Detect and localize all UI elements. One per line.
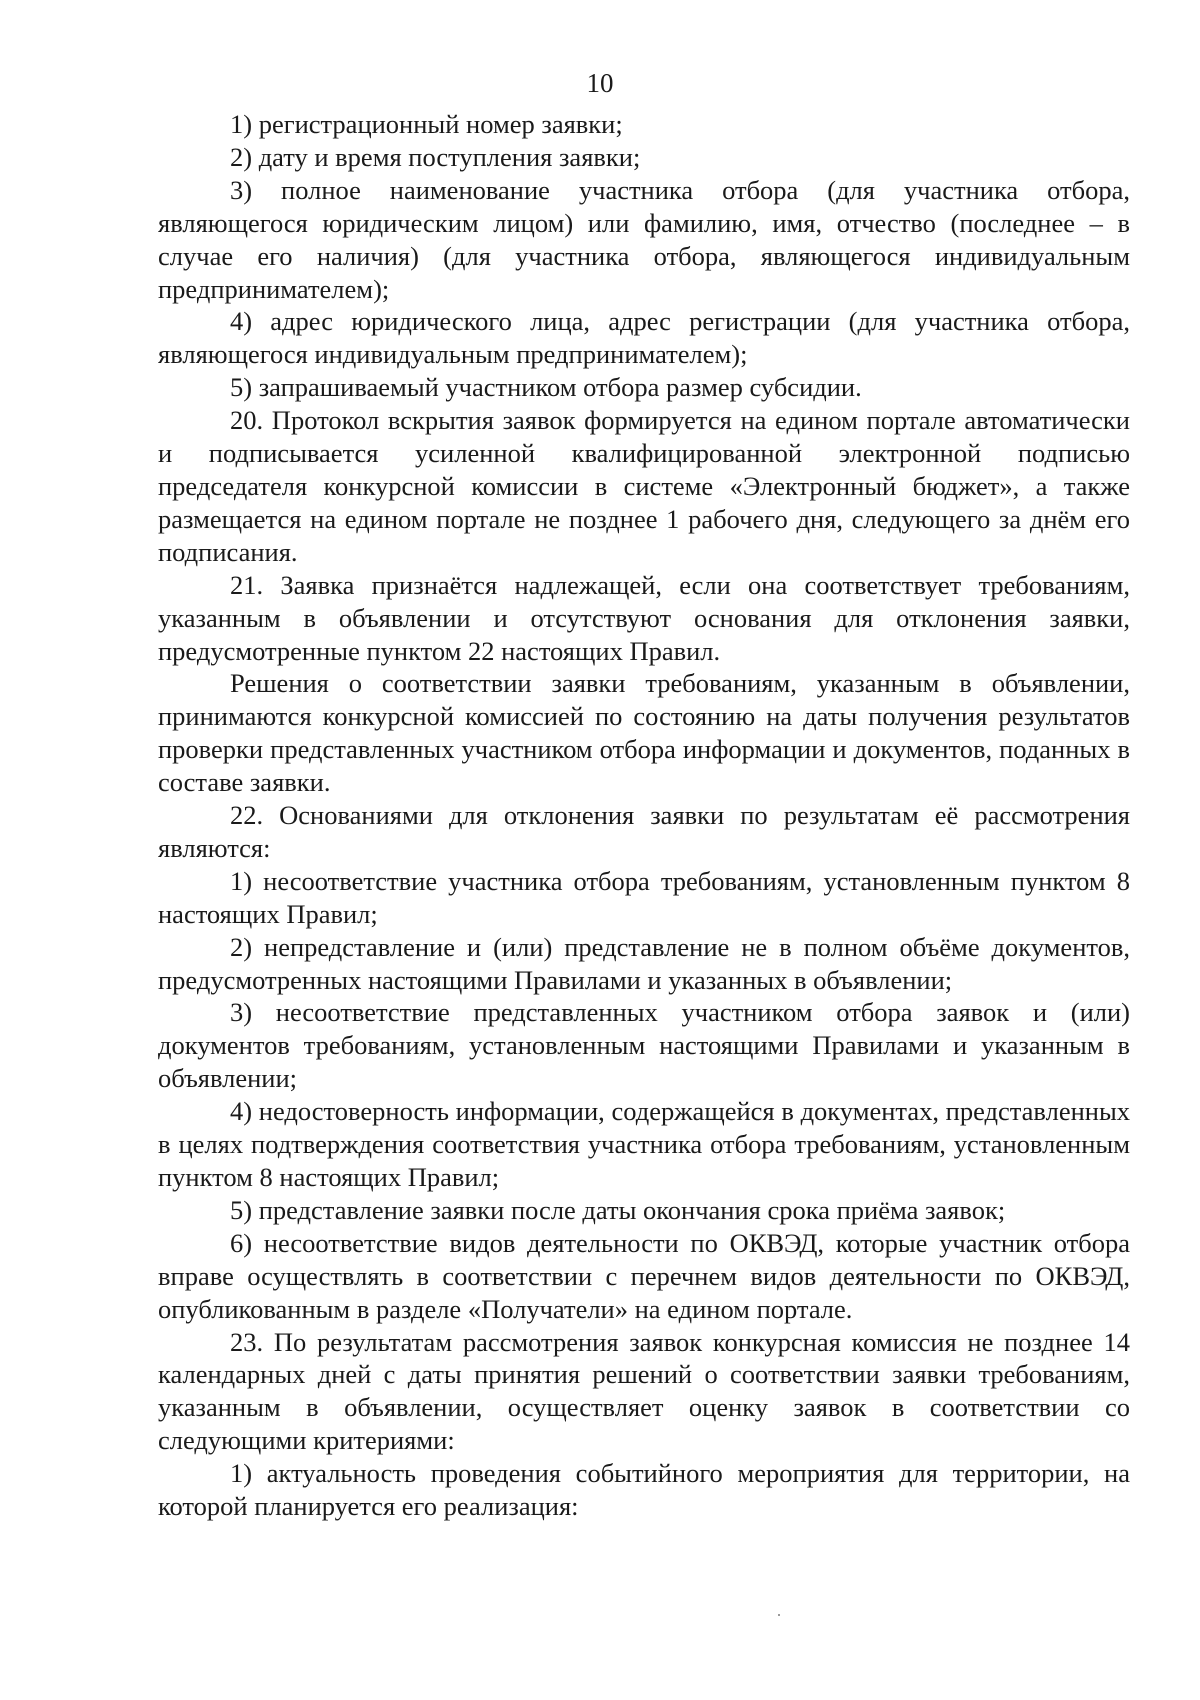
paragraph-4: 4) адрес юридического лица, адрес регистрации (для участника отбора, являющегося индивидуальным предпринимателем); [158, 306, 1130, 370]
paragraph-6: 20. Протокол вскрытия заявок формируется на едином портале автоматически и подписывается усиленной квалифицированной электронной подписью председателя конкурсной комиссии в системе «Электронный бюджет», а также размещается на едином портале не позднее 1 рабочего дня, следующего за днём его подписания. [158, 405, 1130, 567]
paragraph-7: 21. Заявка признаётся надлежащей, если она соответствует требованиям, указанным в объявлении и отсутствуют основания для отклонения заявки, предусмотренные пунктом 22 настоящих Правил. [158, 569, 1130, 666]
paragraph-1: 1) регистрационный номер заявки; [230, 109, 623, 139]
paragraph-10: 1) несоответствие участника отбора требованиям, установленным пунктом 8 настоящих Правил; [158, 865, 1130, 929]
paragraph-9: 22. Основаниями для отклонения заявки по результатам её рассмотрения являются: [158, 800, 1130, 863]
paragraph-13: 4) недостоверность информации, содержащейся в документах, представленных в целях подтверждения соответствия участника отбора требованиям, установленным пунктом 8 настоящих Правил; [158, 1096, 1130, 1192]
paragraph-14: 5) представление заявки после даты окончания срока приёма заявок; [230, 1194, 1006, 1225]
document-body [158, 108, 1130, 1523]
paragraph-2: 2) дату и время поступления заявки; [230, 141, 641, 172]
paragraph-3: 3) полное наименование участника отбора (для участника отбора, являющегося юридическим лицом) или фамилию, имя, отчество (последнее – в случае его наличия) (для участника отбора, являющегося индивидуальным предпринимателем); [158, 174, 1130, 304]
page-number: 10 [586, 68, 614, 98]
paragraph-11: 2) непредставление и (или) представление не в полном объёме документов, предусмотренных настоящими Правилами и указанных в объявлении; [158, 931, 1130, 995]
paragraph-12: 3) несоответствие представленных участником отбора заявок и (или) документов требованиям, установленным настоящими Правилами и указанным в объявлении; [158, 997, 1130, 1094]
paragraph-17: 1) актуальность проведения событийного мероприятия для территории, на которой планируется его реализация: [158, 1458, 1130, 1522]
paragraph-15: 6) несоответствие видов деятельности по ОКВЭД, которые участник отбора вправе осуществлять в соответствии с перечнем видов деятельности по ОКВЭД, опубликованным в разделе «Получатели» на едином портале. [158, 1227, 1130, 1324]
scan-speck [778, 1614, 780, 1616]
paragraph-16: 23. По результатам рассмотрения заявок конкурсная комиссия не позднее 14 календарных дней с даты принятия решений о соответствии заявки требованиям, указанным в объявлении, осуществляет оценку заявок в соответствии со следующими критериями: [158, 1326, 1130, 1456]
paragraph-5: 5) запрашиваемый участником отбора размер субсидии. [230, 372, 862, 403]
paragraph-8: Решения о соответствии заявки требованиям, указанным в объявлении, принимаются конкурсной комиссией по состоянию на даты получения результатов проверки представленных участником отбора информации и документов, поданных в составе заявки. [158, 668, 1130, 798]
